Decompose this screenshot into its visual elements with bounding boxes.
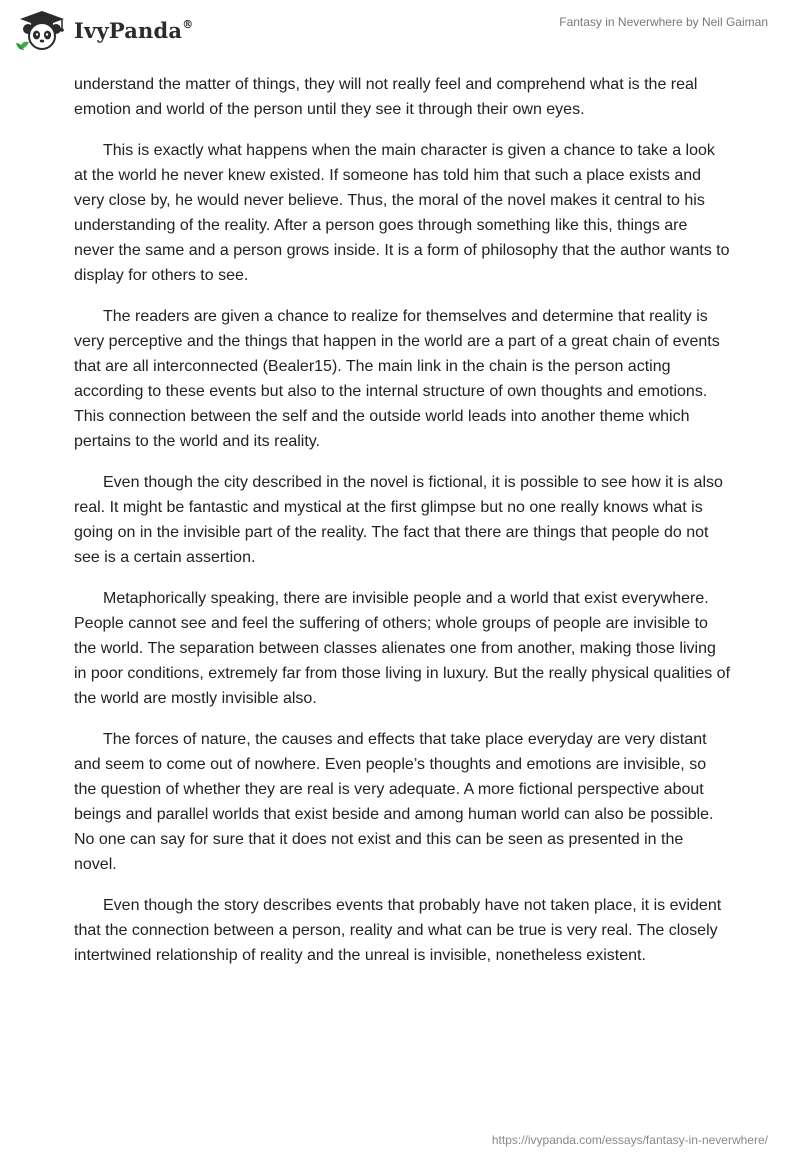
ivypanda-logo[interactable] [16, 9, 193, 51]
document-title: Fantasy in Neverwhere by Neil Gaiman [559, 15, 768, 29]
essay-body [74, 72, 730, 984]
paragraph: Even though the story describes events that probably have not taken place, it is evident that the connection between a person, reality and what can be true is very real. The closely intertwined relationship of reality and the unreal is invisible, nonetheless existent. [74, 897, 722, 964]
brand-name: IvyPanda® [74, 17, 194, 43]
paragraph: The forces of nature, the causes and effects that take place everyday are very distant and seem to come out of nowhere. Even people’s thoughts and emotions are invisible, so the question of whether they are real is very adequate. A more fictional perspective about beings and parallel worlds that exist beside and among human world can also be possible. No one can say for sure that it does not exist and this can be seen as presented in the novel. [74, 731, 714, 873]
page-header [0, 0, 800, 70]
paragraph: The readers are given a chance to realize for themselves and determine that reality is very perceptive and the things that happen in the world are a part of a great chain of events that are all interconnected (Bealer15). The main link in the chain is the person acting according to these events but also to the internal structure of own thoughts and emotions. This connection between the self and the outside world leads into another theme which pertains to the world and its reality. [74, 308, 720, 450]
paragraph: Metaphorically speaking, there are invisible people and a world that exist everywhere. People cannot see and feel the suffering of others; whole groups of people are invisible to the world. The separation between classes alienates one from another, making those living in poor conditions, extremely far from those living in luxury. But the really physical qualities of the world are mostly invisible also. [74, 590, 731, 707]
paragraph: understand the matter of things, they will not really feel and comprehend what is the real emotion and world of the person until they see it through their own eyes. [74, 76, 698, 118]
source-url[interactable]: https://ivypanda.com/essays/fantasy-in-neverwhere/ [491, 1133, 768, 1147]
paragraph: Even though the city described in the novel is fictional, it is possible to see how it is also real. It might be fantastic and mystical at the first glimpse but no one really knows what is going on in the invisible part of the reality. The fact that there are things that people do not see is a certain assertion. [74, 474, 723, 566]
paragraph: This is exactly what happens when the main character is given a chance to take a look at the world he never knew existed. If someone has told him that such a place exists and very close by, he would never believe. Thus, the moral of the novel makes it central to his understanding of the reality. After a person goes through something like this, things are never the same and a person grows inside. It is a form of philosophy that the author wants to display for others to see. [74, 142, 730, 284]
panda-graduate-icon [16, 9, 68, 51]
